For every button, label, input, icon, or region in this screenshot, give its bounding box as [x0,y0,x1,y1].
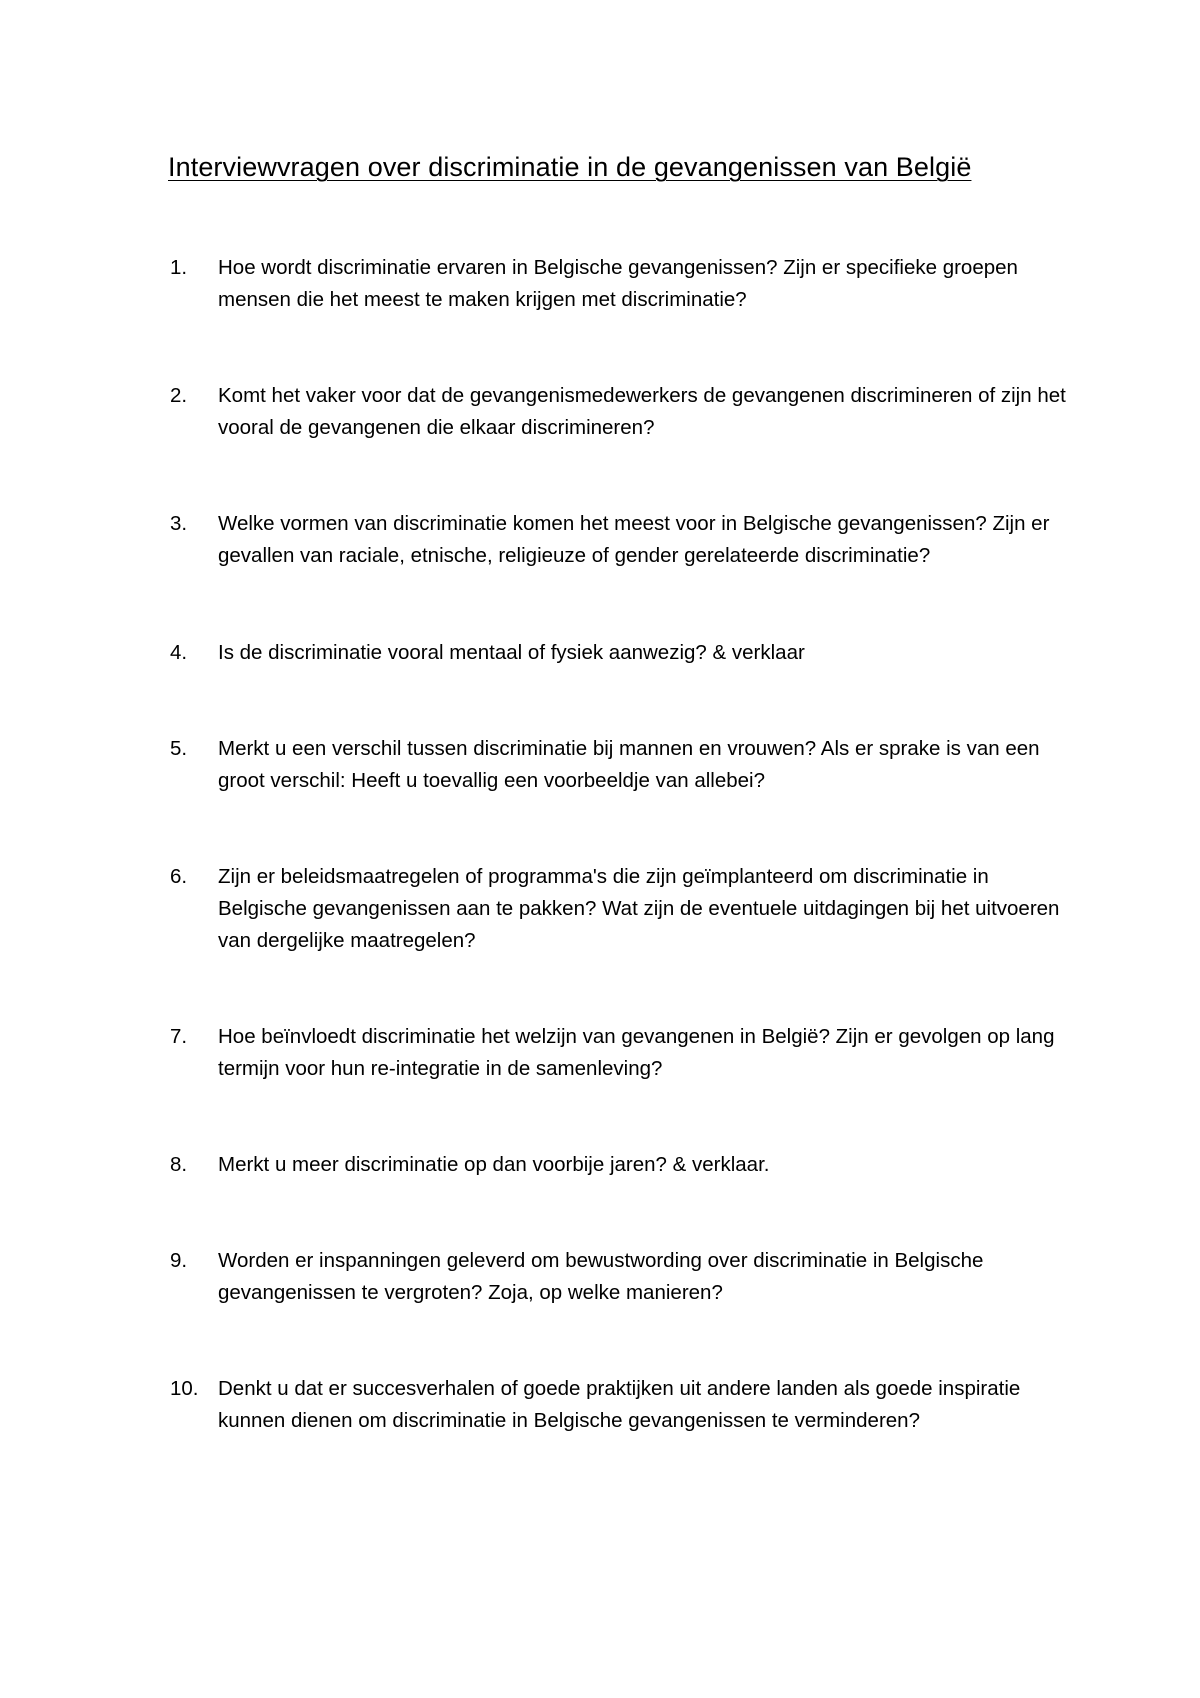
question-number: 1. [170,256,188,279]
question-item [170,1149,1070,1181]
question-number: 7. [170,1025,188,1048]
question-number: 3. [170,512,188,535]
question-item [170,380,1070,444]
question-text: Is de discriminatie vooral mentaal of fysiek aanwezig? & verklaar [218,641,805,664]
question-item [170,733,1070,797]
question-number: 5. [170,737,188,760]
question-text: Merkt u een verschil tussen discriminatie bij mannen en vrouwen? Als er sprake is van een groot verschil: Heeft u toevallig een voorbeeldje van allebei? [218,737,1040,792]
question-text: Hoe beïnvloedt discriminatie het welzijn van gevangenen in België? Zijn er gevolgen op lang termijn voor hun re-integratie in de samenleving? [218,1025,1055,1080]
question-text: Welke vormen van discriminatie komen het meest voor in Belgische gevangenissen? Zijn er gevallen van raciale, etnische, religieuze of gender gerelateerde discriminatie? [218,512,1050,567]
question-number: 4. [170,641,188,664]
question-item [170,252,1070,316]
question-number: 6. [170,865,188,888]
question-text: Hoe wordt discriminatie ervaren in Belgische gevangenissen? Zijn er specifieke groepen mensen die het meest te maken krijgen met discriminatie? [218,256,1018,311]
question-number: 10. [170,1377,199,1400]
question-number: 8. [170,1153,188,1176]
question-item [170,637,1070,669]
question-text: Komt het vaker voor dat de gevangenismedewerkers de gevangenen discrimineren of zijn het vooral de gevangenen die elkaar discrimineren? [218,384,1066,439]
question-text: Denkt u dat er succesverhalen of goede praktijken uit andere landen als goede inspiratie kunnen dienen om discriminatie in Belgische gevangenissen te verminderen? [218,1377,1021,1432]
question-item [170,1245,1070,1309]
question-number: 9. [170,1249,188,1272]
question-item [170,861,1070,957]
question-item [170,1021,1070,1085]
question-item [170,1373,1070,1437]
question-number: 2. [170,384,188,407]
question-text: Worden er inspanningen geleverd om bewustwording over discriminatie in Belgische gevangenissen te vergroten? Zoja, op welke manieren? [218,1249,984,1304]
document-title: Interviewvragen over discriminatie in de gevangenissen van België [168,152,972,182]
question-text: Zijn er beleidsmaatregelen of programma's die zijn geïmplanteerd om discriminatie in Belgische gevangenissen aan te pakken? Wat zijn de eventuele uitdagingen bij het uitvoeren van dergelijke maatregelen? [218,865,1060,952]
question-item [170,508,1070,572]
question-text: Merkt u meer discriminatie op dan voorbije jaren? & verklaar. [218,1153,770,1176]
